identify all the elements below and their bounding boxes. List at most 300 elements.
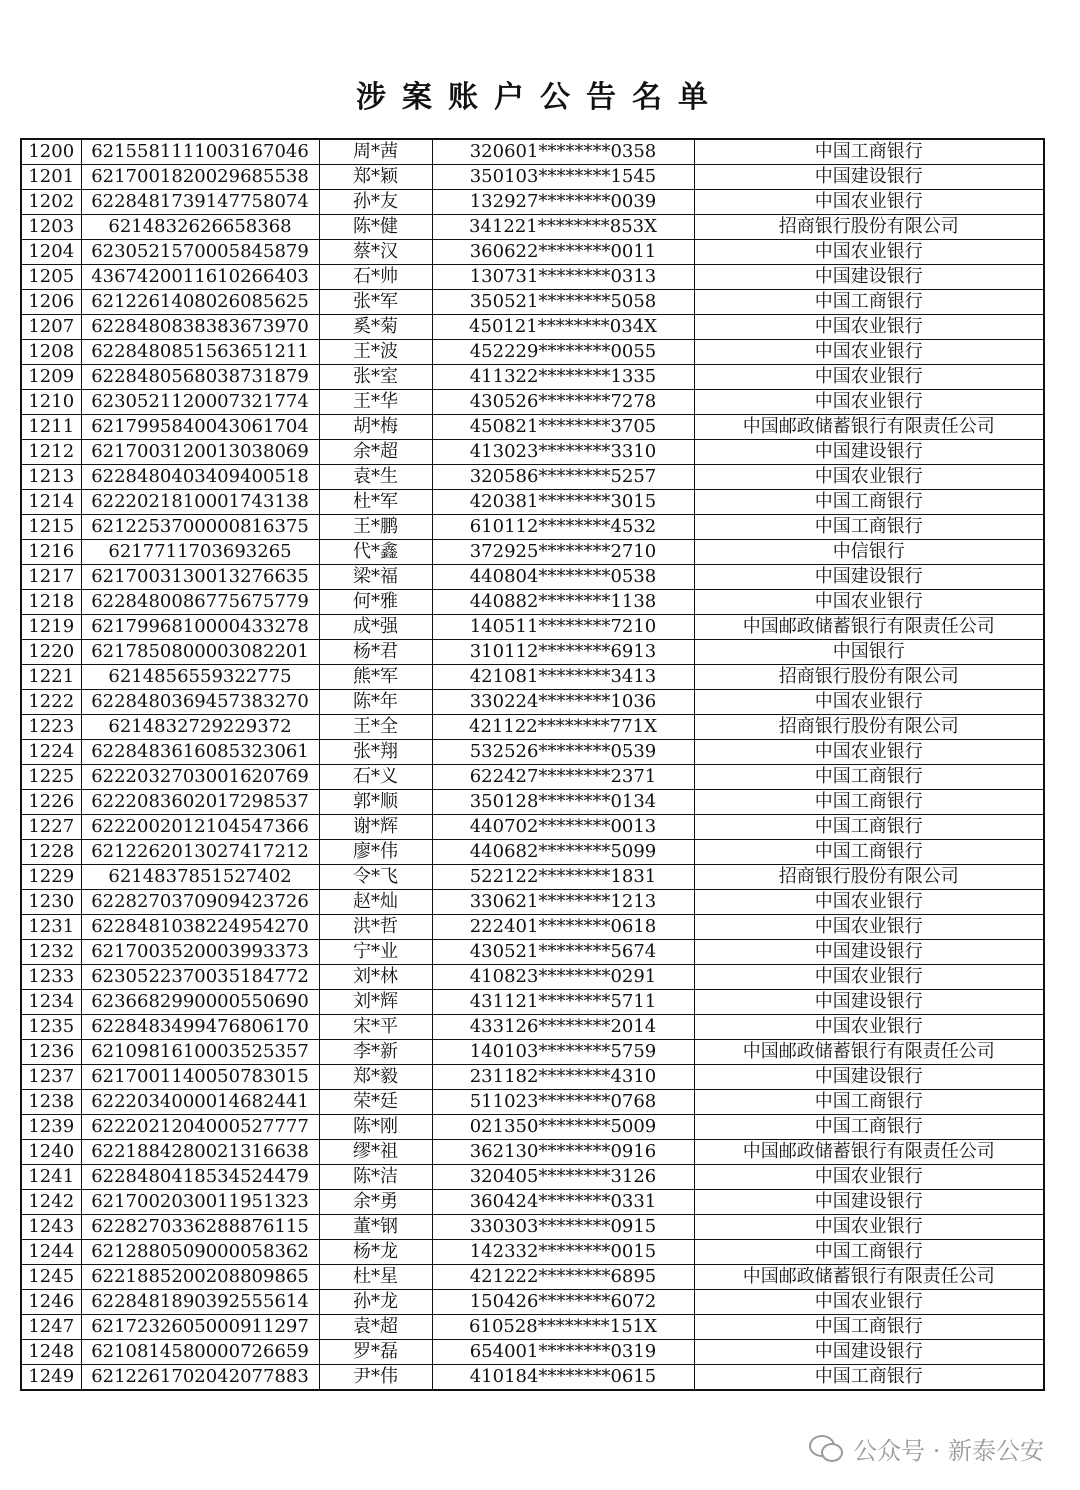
table-row <box>21 1365 1044 1391</box>
id-number-cell: 433126********2014 <box>432 1015 694 1040</box>
table-row <box>21 240 1044 265</box>
table-row <box>21 1265 1044 1290</box>
id-number-cell: 231182********4310 <box>432 1065 694 1090</box>
bank-name-cell: 中国工商银行 <box>694 1365 1044 1391</box>
serial-number-cell: 1241 <box>21 1165 81 1190</box>
bank-name-cell: 中国工商银行 <box>694 139 1044 165</box>
serial-number-cell: 1233 <box>21 965 81 990</box>
watermark-text: 公众号 · 新泰公安 <box>853 1436 1044 1465</box>
account-table-body <box>21 139 1044 1390</box>
table-row <box>21 390 1044 415</box>
account-number-cell: 6230521570005845879 <box>81 240 319 265</box>
serial-number-cell: 1224 <box>21 740 81 765</box>
serial-number-cell: 1211 <box>21 415 81 440</box>
bank-name-cell: 中国建设银行 <box>694 1340 1044 1365</box>
account-number-cell: 6214832626658368 <box>81 215 319 240</box>
table-row <box>21 465 1044 490</box>
account-number-cell: 6221885200208809865 <box>81 1265 319 1290</box>
table-row <box>21 415 1044 440</box>
id-number-cell: 450821********3705 <box>432 415 694 440</box>
holder-name-cell: 王*波 <box>319 340 432 365</box>
table-row <box>21 815 1044 840</box>
table-row <box>21 315 1044 340</box>
id-number-cell: 222401********0618 <box>432 915 694 940</box>
table-row <box>21 190 1044 215</box>
account-number-cell: 6214837851527402 <box>81 865 319 890</box>
id-number-cell: 411322********1335 <box>432 365 694 390</box>
holder-name-cell: 郑*毅 <box>319 1065 432 1090</box>
table-row <box>21 940 1044 965</box>
table-row <box>21 1190 1044 1215</box>
serial-number-cell: 1234 <box>21 990 81 1015</box>
holder-name-cell: 孙*友 <box>319 190 432 215</box>
bank-name-cell: 中国工商银行 <box>694 815 1044 840</box>
serial-number-cell: 1205 <box>21 265 81 290</box>
id-number-cell: 320405********3126 <box>432 1165 694 1190</box>
account-table <box>20 138 1045 1391</box>
bank-name-cell: 中国农业银行 <box>694 390 1044 415</box>
holder-name-cell: 石*义 <box>319 765 432 790</box>
holder-name-cell: 熊*军 <box>319 665 432 690</box>
bank-name-cell: 中国邮政储蓄银行有限责任公司 <box>694 615 1044 640</box>
holder-name-cell: 余*超 <box>319 440 432 465</box>
holder-name-cell: 缪*祖 <box>319 1140 432 1165</box>
bank-name-cell: 中国工商银行 <box>694 1115 1044 1140</box>
id-number-cell: 522122********1831 <box>432 865 694 890</box>
holder-name-cell: 杨*君 <box>319 640 432 665</box>
holder-name-cell: 代*鑫 <box>319 540 432 565</box>
serial-number-cell: 1237 <box>21 1065 81 1090</box>
table-row <box>21 215 1044 240</box>
table-row <box>21 290 1044 315</box>
table-row <box>21 1215 1044 1240</box>
account-number-cell: 6217001820029685538 <box>81 165 319 190</box>
id-number-cell: 532526********0539 <box>432 740 694 765</box>
bank-name-cell: 中国邮政储蓄银行有限责任公司 <box>694 415 1044 440</box>
table-row <box>21 340 1044 365</box>
holder-name-cell: 袁*生 <box>319 465 432 490</box>
bank-name-cell: 中国工商银行 <box>694 490 1044 515</box>
id-number-cell: 430521********5674 <box>432 940 694 965</box>
bank-name-cell: 中国建设银行 <box>694 565 1044 590</box>
table-row <box>21 540 1044 565</box>
table-row <box>21 365 1044 390</box>
account-number-cell: 6217003520003993373 <box>81 940 319 965</box>
account-number-cell: 6228483616085323061 <box>81 740 319 765</box>
table-row <box>21 165 1044 190</box>
account-number-cell: 6222021204000527777 <box>81 1115 319 1140</box>
bank-name-cell: 中国农业银行 <box>694 340 1044 365</box>
account-number-cell: 6217711703693265 <box>81 540 319 565</box>
account-number-cell: 6228270336288876115 <box>81 1215 319 1240</box>
table-row <box>21 1290 1044 1315</box>
serial-number-cell: 1223 <box>21 715 81 740</box>
account-number-cell: 6236682990000550690 <box>81 990 319 1015</box>
table-row <box>21 890 1044 915</box>
bank-name-cell: 中国农业银行 <box>694 965 1044 990</box>
serial-number-cell: 1244 <box>21 1240 81 1265</box>
serial-number-cell: 1247 <box>21 1315 81 1340</box>
id-number-cell: 330303********0915 <box>432 1215 694 1240</box>
holder-name-cell: 洪*哲 <box>319 915 432 940</box>
id-number-cell: 440682********5099 <box>432 840 694 865</box>
bank-name-cell: 中国建设银行 <box>694 1065 1044 1090</box>
id-number-cell: 440882********1138 <box>432 590 694 615</box>
table-row <box>21 740 1044 765</box>
id-number-cell: 511023********0768 <box>432 1090 694 1115</box>
id-number-cell: 410184********0615 <box>432 1365 694 1391</box>
serial-number-cell: 1202 <box>21 190 81 215</box>
account-number-cell: 6222034000014682441 <box>81 1090 319 1115</box>
serial-number-cell: 1217 <box>21 565 81 590</box>
serial-number-cell: 1243 <box>21 1215 81 1240</box>
account-number-cell: 6222021810001743138 <box>81 490 319 515</box>
table-row <box>21 715 1044 740</box>
serial-number-cell: 1201 <box>21 165 81 190</box>
account-number-cell: 6230521120007321774 <box>81 390 319 415</box>
serial-number-cell: 1232 <box>21 940 81 965</box>
id-number-cell: 330621********1213 <box>432 890 694 915</box>
holder-name-cell: 陈*刚 <box>319 1115 432 1140</box>
id-number-cell: 140103********5759 <box>432 1040 694 1065</box>
table-row <box>21 640 1044 665</box>
holder-name-cell: 宁*业 <box>319 940 432 965</box>
bank-name-cell: 中国建设银行 <box>694 440 1044 465</box>
bank-name-cell: 中国工商银行 <box>694 1315 1044 1340</box>
account-number-cell: 6228480838383673970 <box>81 315 319 340</box>
bank-name-cell: 中国建设银行 <box>694 990 1044 1015</box>
holder-name-cell: 李*新 <box>319 1040 432 1065</box>
bank-name-cell: 中国农业银行 <box>694 1290 1044 1315</box>
bank-name-cell: 中国工商银行 <box>694 790 1044 815</box>
id-number-cell: 320601********0358 <box>432 139 694 165</box>
account-number-cell: 6228270370909423726 <box>81 890 319 915</box>
id-number-cell: 654001********0319 <box>432 1340 694 1365</box>
table-row <box>21 565 1044 590</box>
serial-number-cell: 1215 <box>21 515 81 540</box>
table-row <box>21 1315 1044 1340</box>
bank-name-cell: 中国农业银行 <box>694 590 1044 615</box>
account-number-cell: 6228481038224954270 <box>81 915 319 940</box>
serial-number-cell: 1200 <box>21 139 81 165</box>
serial-number-cell: 1220 <box>21 640 81 665</box>
table-row <box>21 865 1044 890</box>
account-number-cell: 6212253700000816375 <box>81 515 319 540</box>
account-number-cell: 6228480568038731879 <box>81 365 319 390</box>
serial-number-cell: 1225 <box>21 765 81 790</box>
wechat-icon <box>809 1433 843 1463</box>
id-number-cell: 021350********5009 <box>432 1115 694 1140</box>
serial-number-cell: 1240 <box>21 1140 81 1165</box>
watermark <box>809 1430 1044 1466</box>
table-row <box>21 139 1044 165</box>
table-row <box>21 440 1044 465</box>
id-number-cell: 341221********853X <box>432 215 694 240</box>
holder-name-cell: 张*军 <box>319 290 432 315</box>
account-number-cell: 6228481890392555614 <box>81 1290 319 1315</box>
bank-name-cell: 中国工商银行 <box>694 290 1044 315</box>
table-row <box>21 1240 1044 1265</box>
holder-name-cell: 王*鹏 <box>319 515 432 540</box>
id-number-cell: 132927********0039 <box>432 190 694 215</box>
holder-name-cell: 尹*伟 <box>319 1365 432 1391</box>
account-number-cell: 6217003130013276635 <box>81 565 319 590</box>
bank-name-cell: 中国农业银行 <box>694 465 1044 490</box>
id-number-cell: 430526********7278 <box>432 390 694 415</box>
holder-name-cell: 令*飞 <box>319 865 432 890</box>
bank-name-cell: 中国农业银行 <box>694 315 1044 340</box>
holder-name-cell: 刘*林 <box>319 965 432 990</box>
serial-number-cell: 1206 <box>21 290 81 315</box>
serial-number-cell: 1239 <box>21 1115 81 1140</box>
holder-name-cell: 王*华 <box>319 390 432 415</box>
holder-name-cell: 谢*辉 <box>319 815 432 840</box>
holder-name-cell: 何*雅 <box>319 590 432 615</box>
table-row <box>21 1140 1044 1165</box>
account-number-cell: 6228480086775675779 <box>81 590 319 615</box>
id-number-cell: 421122********771X <box>432 715 694 740</box>
holder-name-cell: 郭*顺 <box>319 790 432 815</box>
account-number-cell: 6214856559322775 <box>81 665 319 690</box>
holder-name-cell: 杨*龙 <box>319 1240 432 1265</box>
account-number-cell: 6228480851563651211 <box>81 340 319 365</box>
holder-name-cell: 荣*廷 <box>319 1090 432 1115</box>
table-row <box>21 490 1044 515</box>
serial-number-cell: 1245 <box>21 1265 81 1290</box>
serial-number-cell: 1213 <box>21 465 81 490</box>
id-number-cell: 421081********3413 <box>432 665 694 690</box>
account-number-cell: 6212261702042077883 <box>81 1365 319 1391</box>
bank-name-cell: 中国建设银行 <box>694 165 1044 190</box>
serial-number-cell: 1229 <box>21 865 81 890</box>
page-title: 涉案账户公告名单 <box>356 80 724 115</box>
table-row <box>21 515 1044 540</box>
serial-number-cell: 1203 <box>21 215 81 240</box>
table-row <box>21 265 1044 290</box>
bank-name-cell: 中国工商银行 <box>694 1090 1044 1115</box>
holder-name-cell: 余*勇 <box>319 1190 432 1215</box>
id-number-cell: 440804********0538 <box>432 565 694 590</box>
id-number-cell: 130731********0313 <box>432 265 694 290</box>
holder-name-cell: 杜*星 <box>319 1265 432 1290</box>
serial-number-cell: 1242 <box>21 1190 81 1215</box>
serial-number-cell: 1214 <box>21 490 81 515</box>
id-number-cell: 372925********2710 <box>432 540 694 565</box>
serial-number-cell: 1221 <box>21 665 81 690</box>
bank-name-cell: 中国建设银行 <box>694 940 1044 965</box>
bank-name-cell: 中国工商银行 <box>694 515 1044 540</box>
holder-name-cell: 刘*辉 <box>319 990 432 1015</box>
bank-name-cell: 中国农业银行 <box>694 190 1044 215</box>
bank-name-cell: 中国农业银行 <box>694 690 1044 715</box>
bank-name-cell: 中国农业银行 <box>694 1015 1044 1040</box>
bank-name-cell: 招商银行股份有限公司 <box>694 665 1044 690</box>
account-number-cell: 6228483499476806170 <box>81 1015 319 1040</box>
id-number-cell: 310112********6913 <box>432 640 694 665</box>
serial-number-cell: 1210 <box>21 390 81 415</box>
account-number-cell: 6228480418534524479 <box>81 1165 319 1190</box>
table-row <box>21 590 1044 615</box>
holder-name-cell: 蔡*汉 <box>319 240 432 265</box>
bank-name-cell: 中国银行 <box>694 640 1044 665</box>
table-row <box>21 990 1044 1015</box>
bank-name-cell: 招商银行股份有限公司 <box>694 865 1044 890</box>
id-number-cell: 450121********034X <box>432 315 694 340</box>
table-row <box>21 1340 1044 1365</box>
account-number-cell: 6212262013027417212 <box>81 840 319 865</box>
bank-name-cell: 中国邮政储蓄银行有限责任公司 <box>694 1040 1044 1065</box>
holder-name-cell: 张*翔 <box>319 740 432 765</box>
serial-number-cell: 1235 <box>21 1015 81 1040</box>
bank-name-cell: 中国农业银行 <box>694 1165 1044 1190</box>
serial-number-cell: 1222 <box>21 690 81 715</box>
table-row <box>21 665 1044 690</box>
id-number-cell: 413023********3310 <box>432 440 694 465</box>
holder-name-cell: 张*室 <box>319 365 432 390</box>
holder-name-cell: 陈*健 <box>319 215 432 240</box>
serial-number-cell: 1230 <box>21 890 81 915</box>
holder-name-cell: 石*帅 <box>319 265 432 290</box>
table-row <box>21 615 1044 640</box>
account-number-cell: 6215581111003167046 <box>81 139 319 165</box>
account-number-cell: 6217995840043061704 <box>81 415 319 440</box>
bank-name-cell: 中国邮政储蓄银行有限责任公司 <box>694 1140 1044 1165</box>
id-number-cell: 150426********6072 <box>432 1290 694 1315</box>
serial-number-cell: 1218 <box>21 590 81 615</box>
holder-name-cell: 王*全 <box>319 715 432 740</box>
account-number-cell: 6217003120013038069 <box>81 440 319 465</box>
serial-number-cell: 1228 <box>21 840 81 865</box>
holder-name-cell: 陈*洁 <box>319 1165 432 1190</box>
holder-name-cell: 孙*龙 <box>319 1290 432 1315</box>
holder-name-cell: 赵*灿 <box>319 890 432 915</box>
serial-number-cell: 1209 <box>21 365 81 390</box>
account-number-cell: 4367420011610266403 <box>81 265 319 290</box>
bank-name-cell: 中国农业银行 <box>694 1215 1044 1240</box>
bank-name-cell: 中国工商银行 <box>694 1240 1044 1265</box>
table-row <box>21 915 1044 940</box>
account-number-cell: 6228480369457383270 <box>81 690 319 715</box>
bank-name-cell: 中信银行 <box>694 540 1044 565</box>
bank-name-cell: 招商银行股份有限公司 <box>694 215 1044 240</box>
serial-number-cell: 1248 <box>21 1340 81 1365</box>
account-number-cell: 6221884280021316638 <box>81 1140 319 1165</box>
serial-number-cell: 1219 <box>21 615 81 640</box>
account-number-cell: 6217002030011951323 <box>81 1190 319 1215</box>
account-number-cell: 6217001140050783015 <box>81 1065 319 1090</box>
holder-name-cell: 袁*超 <box>319 1315 432 1340</box>
account-number-cell: 6217996810000433278 <box>81 615 319 640</box>
holder-name-cell: 杜*军 <box>319 490 432 515</box>
bank-name-cell: 中国农业银行 <box>694 915 1044 940</box>
table-row <box>21 840 1044 865</box>
holder-name-cell: 奚*菊 <box>319 315 432 340</box>
table-row <box>21 765 1044 790</box>
bank-name-cell: 中国农业银行 <box>694 240 1044 265</box>
id-number-cell: 431121********5711 <box>432 990 694 1015</box>
holder-name-cell: 郑*颖 <box>319 165 432 190</box>
table-row <box>21 1065 1044 1090</box>
table-row <box>21 1090 1044 1115</box>
id-number-cell: 350521********5058 <box>432 290 694 315</box>
serial-number-cell: 1238 <box>21 1090 81 1115</box>
holder-name-cell: 周*茜 <box>319 139 432 165</box>
holder-name-cell: 成*强 <box>319 615 432 640</box>
account-number-cell: 6222032703001620769 <box>81 765 319 790</box>
holder-name-cell: 胡*梅 <box>319 415 432 440</box>
id-number-cell: 142332********0015 <box>432 1240 694 1265</box>
serial-number-cell: 1236 <box>21 1040 81 1065</box>
id-number-cell: 622427********2371 <box>432 765 694 790</box>
serial-number-cell: 1216 <box>21 540 81 565</box>
id-number-cell: 350103********1545 <box>432 165 694 190</box>
id-number-cell: 360622********0011 <box>432 240 694 265</box>
account-number-cell: 6210814580000726659 <box>81 1340 319 1365</box>
account-number-cell: 6212880509000058362 <box>81 1240 319 1265</box>
id-number-cell: 360424********0331 <box>432 1190 694 1215</box>
id-number-cell: 421222********6895 <box>432 1265 694 1290</box>
bank-name-cell: 中国农业银行 <box>694 740 1044 765</box>
serial-number-cell: 1227 <box>21 815 81 840</box>
bank-name-cell: 中国工商银行 <box>694 765 1044 790</box>
table-row <box>21 1040 1044 1065</box>
holder-name-cell: 梁*福 <box>319 565 432 590</box>
holder-name-cell: 廖*伟 <box>319 840 432 865</box>
account-number-cell: 6222002012104547366 <box>81 815 319 840</box>
table-row <box>21 1115 1044 1140</box>
bank-name-cell: 招商银行股份有限公司 <box>694 715 1044 740</box>
serial-number-cell: 1226 <box>21 790 81 815</box>
holder-name-cell: 陈*年 <box>319 690 432 715</box>
holder-name-cell: 罗*磊 <box>319 1340 432 1365</box>
serial-number-cell: 1249 <box>21 1365 81 1391</box>
id-number-cell: 330224********1036 <box>432 690 694 715</box>
bank-name-cell: 中国建设银行 <box>694 265 1044 290</box>
bank-name-cell: 中国建设银行 <box>694 1190 1044 1215</box>
account-number-cell: 6217850800003082201 <box>81 640 319 665</box>
id-number-cell: 420381********3015 <box>432 490 694 515</box>
table-row <box>21 965 1044 990</box>
account-number-cell: 6228480403409400518 <box>81 465 319 490</box>
account-number-cell: 6214832729229372 <box>81 715 319 740</box>
account-number-cell: 6222083602017298537 <box>81 790 319 815</box>
id-number-cell: 610528********151X <box>432 1315 694 1340</box>
table-row <box>21 690 1044 715</box>
id-number-cell: 610112********4532 <box>432 515 694 540</box>
serial-number-cell: 1208 <box>21 340 81 365</box>
holder-name-cell: 宋*平 <box>319 1015 432 1040</box>
id-number-cell: 140511********7210 <box>432 615 694 640</box>
table-row <box>21 790 1044 815</box>
id-number-cell: 452229********0055 <box>432 340 694 365</box>
serial-number-cell: 1246 <box>21 1290 81 1315</box>
serial-number-cell: 1212 <box>21 440 81 465</box>
table-row <box>21 1015 1044 1040</box>
bank-name-cell: 中国邮政储蓄银行有限责任公司 <box>694 1265 1044 1290</box>
serial-number-cell: 1231 <box>21 915 81 940</box>
bank-name-cell: 中国工商银行 <box>694 840 1044 865</box>
account-number-cell: 6228481739147758074 <box>81 190 319 215</box>
account-number-cell: 6230522370035184772 <box>81 965 319 990</box>
serial-number-cell: 1207 <box>21 315 81 340</box>
account-number-cell: 6217232605000911297 <box>81 1315 319 1340</box>
id-number-cell: 320586********5257 <box>432 465 694 490</box>
holder-name-cell: 董*钢 <box>319 1215 432 1240</box>
account-number-cell: 6210981610003525357 <box>81 1040 319 1065</box>
table-row <box>21 1165 1044 1190</box>
serial-number-cell: 1204 <box>21 240 81 265</box>
bank-name-cell: 中国农业银行 <box>694 890 1044 915</box>
